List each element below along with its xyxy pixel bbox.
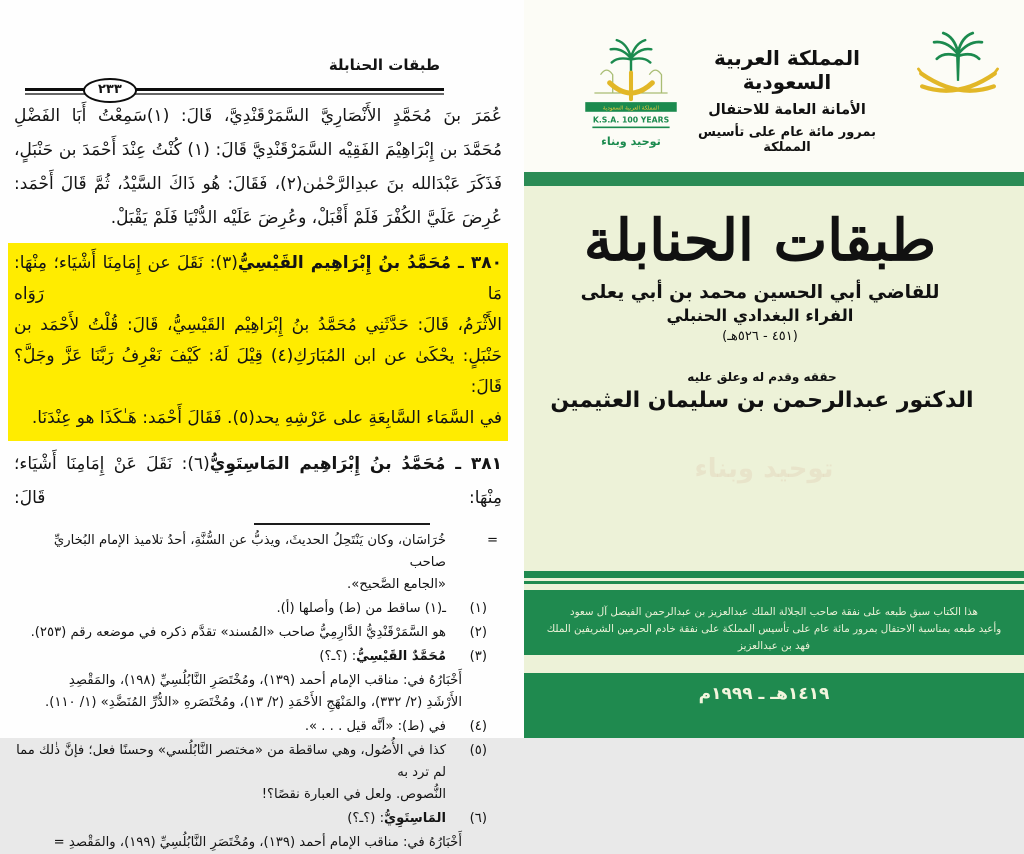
cover-authority-text [674, 46, 900, 155]
entry-380-line [14, 248, 502, 310]
centennial-occasion: بمرور مائة عام على تأسيس المملكة [698, 125, 876, 155]
author-name-line1: للقاضي أبي الحسين محمد بن أبي يعلى [580, 281, 940, 303]
footnote-6: (٦) المَاسِتَوِيُّ: (؟ـ؟) [14, 808, 502, 830]
footnote-marker: (٦) [469, 811, 487, 826]
centennial-logo-icon [580, 32, 682, 156]
entry-381-line [14, 447, 502, 515]
footnote-marker: (٥) [469, 743, 487, 758]
kingdom-name: المملكة العربية السعودية [714, 46, 860, 94]
watermark-ghost: توحيد وبناء [694, 454, 834, 484]
footer-dedication-line1: هذا الكتاب سبق طبعه على نفقة صاحب الجلالة الملك عبدالعزيز بن عبدالرحمن الفيصل آل سعود [570, 606, 978, 618]
entry-381-heading: ٣٨١ ـ مُحَمَّدُ بنُ إِبْرَاهِيم المَاسِتَوِيُّ [209, 454, 502, 474]
secretariat-name: الأمانة العامة للاحتفال [708, 102, 866, 118]
footnote-marker: (١) [469, 601, 487, 616]
editor-tagline: حققه وقدم له وعلق عليه [687, 369, 837, 384]
author-name-line2: الفراء البغدادي الحنبلي [666, 305, 854, 325]
body-text-line: عُمَرَ بنَ مُحَمَّدٍ الأَنْصَارِيَّ السَّمَرْقَنْدِيَّ، قَالَ: (١)سَمِعْتُ أَبَا الفَضْلِ [14, 106, 502, 126]
footnote-marker: (٤) [469, 719, 487, 734]
entry-380-line: في السَّمَاء السَّابِعَةِ على عَرْشِهِ يحد(٥). فَقَالَ أَحْمَد: هَـٰكَذَا هو عِنْدَنَا. [31, 408, 502, 428]
author-dates: (٤٥١ - ٥٢٦هـ) [722, 328, 798, 344]
book-cover [524, 0, 1024, 738]
footnote-marker: (٢) [469, 625, 487, 640]
thick-rule [524, 571, 1024, 578]
highlighted-passage [8, 243, 508, 441]
header-rule [25, 82, 444, 97]
cover-divider-band [524, 172, 1024, 186]
body-text-line: فَذَكَرَ عَبْدَالله بنَ عبدِالرَّحْمٰن(٢)، فَقَالَ: هُو ذَاكَ السَّيْدُ، ثُمَّ قَالَ أَحْمَد: [14, 174, 502, 194]
book-title: طبقات الحنابلة [583, 207, 937, 274]
footnote-6-sources: أَخْبَارُهُ في: مناقب الإمام أحمد (١٣٩)، ومُخْتَصَرِ النَّابُلُسِيِّ (١٩٩)، والمَقْصدِ = [53, 835, 462, 850]
page-body [14, 99, 502, 854]
cream-stripe [524, 655, 1024, 673]
cover-header [524, 0, 1024, 172]
footnote-continuation: = خُرَاسَان، وكان يَنْتَحِلُ الحديثَ، ويذبُّ عن السُّنَّةِ، أحدُ تلاميذ الإمام البُخاريِّ صاحب «الجامع الصَّحيح». [14, 530, 502, 596]
publication-year: ١٤١٩هـ ـ ١٩٩٩م [698, 684, 830, 704]
entry-381-text: (٦): نَقَلَ عَنْ إِمَامِنَا أَشْيَاء؛ مِنْهَا: قَالَ: [14, 454, 502, 508]
footnotes-block [14, 530, 502, 854]
saudi-emblem-icon [912, 24, 1004, 112]
entry-380-line: حَنْبَلٍ: يحْكَىٰ عن ابن المُبَارَكِ(٤) قِيْلَ لَهُ: كَيْفَ نَعْرِفُ رَبَّنَا عَزَّ وجَلَّ؟ قَالَ: [14, 346, 502, 397]
running-header-title: طبقات الحنابلة [328, 56, 440, 74]
footnote-4: (٤) في (ط): «أنَّه قيل . . . ». [14, 716, 502, 738]
footnote-5: (٥) كذا في الأُصُول، وهي ساقطة من «مختصر النَّابُلُسي» وحسنًا فعل؛ فإنَّ ذٰلك مما لم ترد به النُّصوص. ولعل في العبارة نقصًا؟! [14, 740, 502, 806]
entry-380-text: (٣): نَقَلَ عن إِمَامِنَا أَشْيَاء؛ مِنْهَا: مَا رَوَاه [14, 253, 502, 304]
footnote-2: (٢) هو السَّمَرْقَنْدِيُّ الدَّارِمِيُّ صاحب «المُسند» تقدَّم ذكره في موضعه رقم (٢٥٣). [14, 622, 502, 644]
logo-slogan-text: توحيد وبناء [601, 134, 661, 148]
footer-rules [524, 570, 1024, 590]
thin-rule [524, 581, 1024, 585]
logo-ksa-text: K.S.A. 100 YEARS [592, 115, 670, 125]
cover-footer [524, 590, 1024, 738]
logo-band-text: المملكة العربية السعودية [602, 105, 660, 112]
cover-body [524, 186, 1024, 570]
body-text-line: عُرِضَ عَلَيَّ الكُفْرَ فَلَمْ أَقْبَلْ، وعُرِضَ عَلَيْه الدُّنْيَا فَلَمْ يَقْبَلْ. [110, 208, 502, 228]
footnote-separator [254, 523, 430, 525]
body-text-line: مُحَمَّدَ بن إِبْرَاهِيْمَ الفَقِيْه السَّمَرْقَنْدِيَّ قَالَ: (١) كُنْتُ عِنْدَ أَحْمَدَ بن حَنْبَلٍ، [14, 140, 502, 160]
footnote-3-sources: أَخْبَارُهُ في: مناقب الإمام أحمد (١٣٩)، ومُخْتَصَرِ النَّابُلُسِيِّ (١٩٨)، والمَقْصِدِ الأَرْشَدِ (٢/ ٣٣٢)، والمَنْهَجِ الأَحْمَدِ (٢/ ١٣)، ومُخْتَصَرهِ «الدُّرِّ المُنَضَّدِ» (١/ ١١٠). [45, 673, 462, 710]
entry-380-line: الأَثْرَمُ، قَالَ: حَدَّثَنِي مُحَمَّدُ بنُ إِبْرَاهِيْم القَيْسِيُّ، قَالَ: قُلْتُ لأَحْمَد بن [14, 315, 502, 335]
footnote-marker: (٣) [469, 649, 487, 664]
footnote-marker: = [486, 533, 498, 548]
entry-380-heading: ٣٨٠ ـ مُحَمَّدُ بنُ إِبْرَاهِيم القَيْسِيُّ [237, 253, 502, 273]
page-number-badge: ٢٣٣ [83, 78, 137, 103]
editor-name: الدكتور عبدالرحمن بن سليمان العثيمين [550, 387, 974, 413]
footnote-3: (٣) مُحَمَّدٌ القَيْسِيُّ: (؟ـ؟) [14, 646, 502, 668]
footnote-1: (١) ـ(١) ساقط من (ط) وأصلها (أ). [14, 598, 502, 620]
footer-dedication-line2: وأعيد طبعه بمناسبة الاحتفال بمرور مائة عام على تأسيس المملكة على نفقة خادم الحرمين الشريفين الملك فهد بن عبدالعزيز [546, 623, 1002, 652]
